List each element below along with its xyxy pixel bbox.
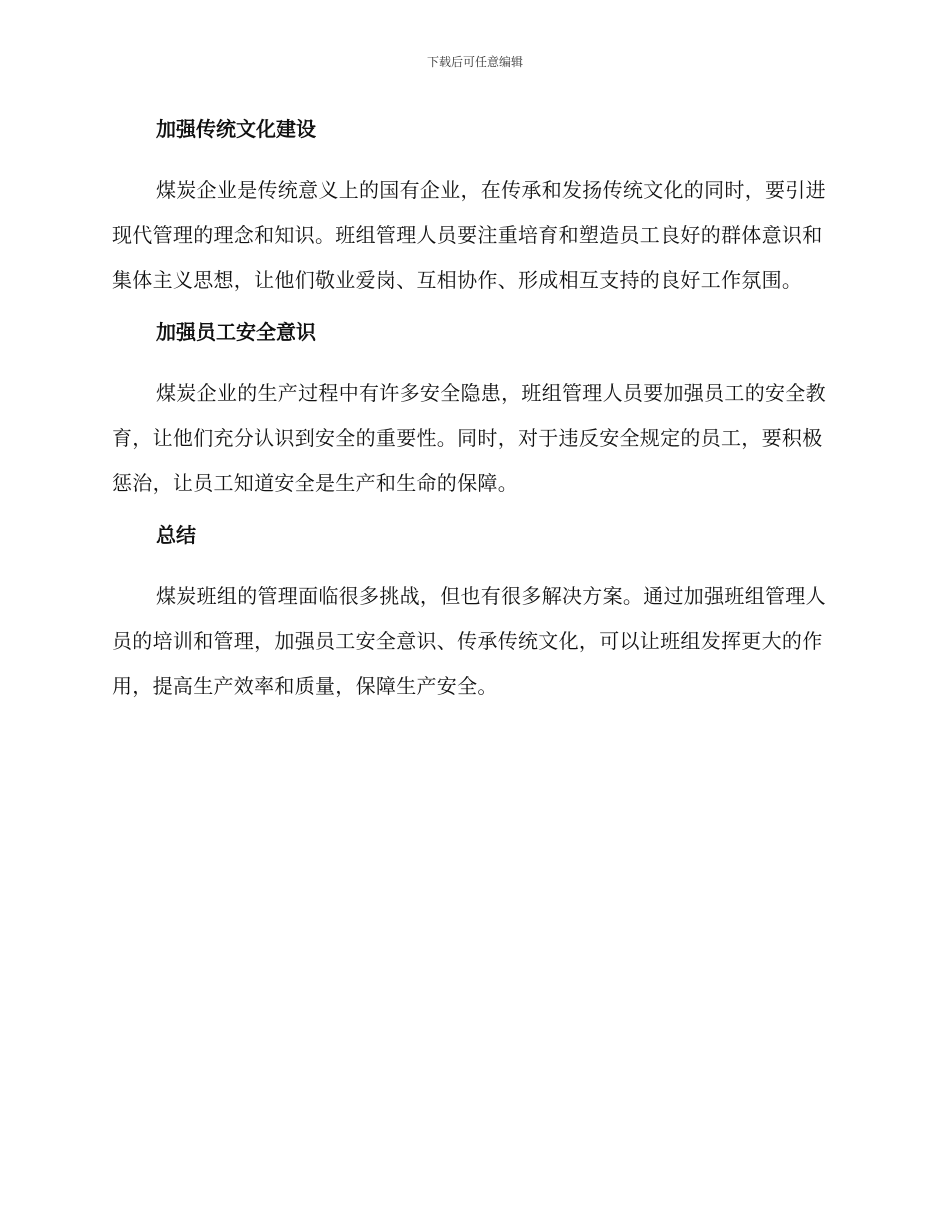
- section-traditional-culture: [112, 114, 832, 303]
- section-paragraph: 煤炭班组的管理面临很多挑战，但也有很多解决方案。通过加强班组管理人员的培训和管理，加强员工安全意识、传承传统文化，可以让班组发挥更大的作用，提高生产效率和质量，保障生产安全。: [112, 584, 826, 698]
- page-header: 下载后可任意编辑: [426, 55, 523, 69]
- section-safety-awareness: [112, 317, 832, 506]
- section-heading: 加强传统文化建设: [156, 117, 316, 141]
- section-summary: [112, 520, 832, 709]
- section-paragraph: 煤炭企业是传统意义上的国有企业，在传承和发扬传统文化的同时，要引进现代管理的理念和知识。班组管理人员要注重培育和塑造员工良好的群体意识和集体主义思想，让他们敬业爱岗、互相协作、形成相互支持的良好工作氛围。: [112, 178, 826, 292]
- section-paragraph: 煤炭企业的生产过程中有许多安全隐患，班组管理人员要加强员工的安全教育，让他们充分认识到安全的重要性。同时，对于违反安全规定的员工，要积极惩治，让员工知道安全是生产和生命的保障。: [112, 381, 826, 495]
- document-body: [112, 114, 832, 723]
- section-heading: 加强员工安全意识: [156, 320, 316, 344]
- section-heading: 总结: [156, 523, 196, 547]
